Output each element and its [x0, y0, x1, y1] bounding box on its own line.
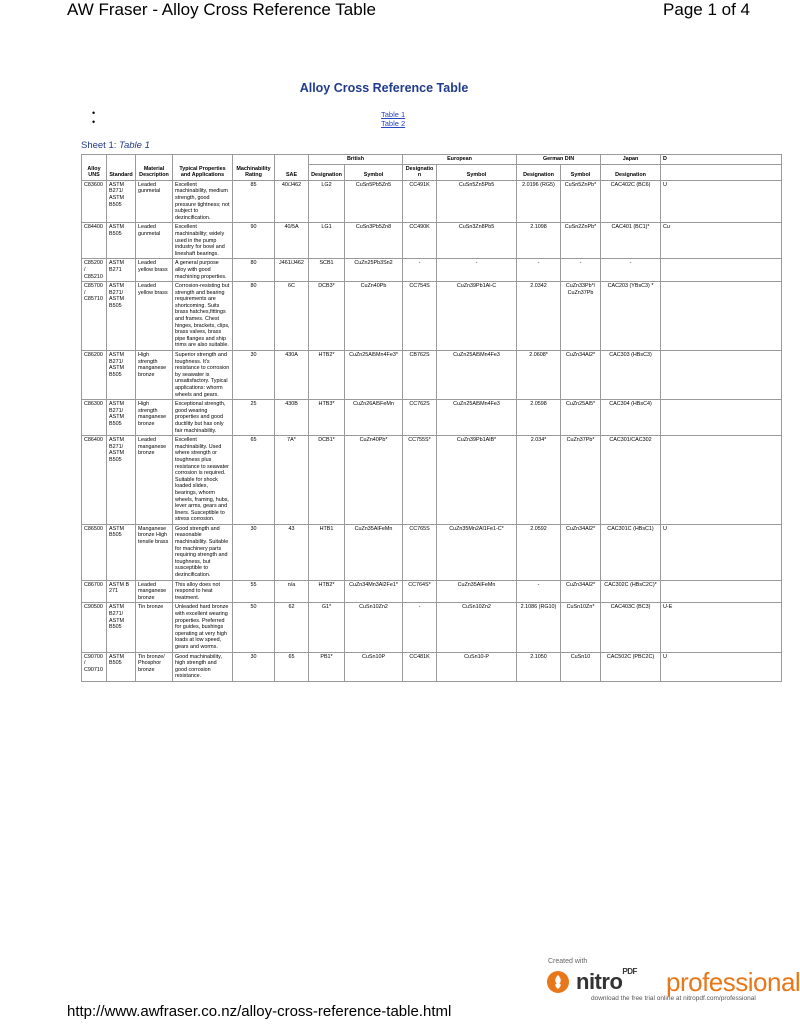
- cell-european-symbol: CuZn35AlFeMn: [437, 580, 517, 603]
- cell-material: Tin bronze/ Phosphor bronze: [136, 652, 173, 681]
- cell-japan-designation: -: [601, 259, 661, 282]
- cell-standard: ASTM B 271: [107, 580, 136, 603]
- cell-european-designation: CC762S: [403, 400, 437, 436]
- header-row-groups: [82, 155, 782, 165]
- cell-european-designation: CC754S: [403, 282, 437, 351]
- cell-machinability: 90: [233, 223, 275, 259]
- cell-european-designation: -: [403, 259, 437, 282]
- cell-extra: U: [661, 180, 782, 223]
- cell-sae: 6C: [275, 282, 309, 351]
- cell-german-designation: 2.1086 (RG10): [517, 603, 561, 652]
- cell-british-designation: HTB2*: [309, 580, 345, 603]
- cell-standard: ASTM B271/ ASTM B505: [107, 400, 136, 436]
- cell-european-symbol: CuZn39Pb1Al-C: [437, 282, 517, 351]
- cell-german-designation: 2.0592: [517, 524, 561, 580]
- col-sae: SAE: [275, 155, 309, 181]
- cell-typical: Corrosion-resisting but strength and bearing requirements are shortcoming. Suits brass hatches,fittings and frames. Chest hinges, brackets, clips, brass valves, brass pipe flanges and ship trims are also suitable.: [173, 282, 233, 351]
- cell-machinability: 30: [233, 524, 275, 580]
- cell-material: Leaded manganese bronze: [136, 580, 173, 603]
- cell-japan-designation: CAC502C (PBC2C): [601, 652, 661, 681]
- cell-sae: 40/J462: [275, 180, 309, 223]
- col-extra-designation: [661, 164, 782, 180]
- nitro-logo-icon: [546, 970, 570, 994]
- cell-british-symbol: CuZn35AlFeMn: [345, 524, 403, 580]
- cell-typical: Excellent machinability, medium strength, good pressure tightness; not subject to dezincification.: [173, 180, 233, 223]
- cell-german-designation: 2.0196 (RG5): [517, 180, 561, 223]
- cell-typical: Unleaded hard bronze with excellent wearing properties. Preferred for guides, bushings operating at very high loads at low speed, gears and worms.: [173, 603, 233, 652]
- sheet-prefix: Sheet 1:: [81, 140, 120, 151]
- cell-material: Manganese bronze High tensile brass: [136, 524, 173, 580]
- col-german-designation: Designation: [517, 164, 561, 180]
- cell-machinability: 80: [233, 259, 275, 282]
- col-standard: Standard: [107, 155, 136, 181]
- cell-british-symbol: CuZn25Pb3Sn2: [345, 259, 403, 282]
- cell-german-designation: -: [517, 580, 561, 603]
- cell-standard: ASTM B271/ ASTM B505: [107, 436, 136, 525]
- cell-standard: ASTM B271/ ASTM B505: [107, 282, 136, 351]
- cell-machinability: 50: [233, 603, 275, 652]
- cell-german-designation: 2.1098: [517, 223, 561, 259]
- cell-british-designation: PB1*: [309, 652, 345, 681]
- cell-british-symbol: CuSn10P: [345, 652, 403, 681]
- cell-british-symbol: CuZn40Pb: [345, 282, 403, 351]
- cell-sae: J461/J462: [275, 259, 309, 282]
- cell-european-designation: CC491K: [403, 180, 437, 223]
- nitro-created-with: Created with: [548, 958, 588, 965]
- cell-sae: 65: [275, 652, 309, 681]
- cell-material: Tin bronze: [136, 603, 173, 652]
- cell-uns: C86300: [82, 400, 107, 436]
- table-row: [82, 400, 782, 436]
- cell-sae: 430B: [275, 400, 309, 436]
- cell-german-symbol: CuZn34Al2*: [561, 580, 601, 603]
- cell-typical: Excellent machinability. Used where strength or toughness plus resistance to seawater corrosion is required. Suitable for shock loaded slides, bearings, whorm wheels, framing, hubs, lever arms, gears and liners. Susceptible to stress corrosion.: [173, 436, 233, 525]
- cell-typical: Good strength and reasonable machinability. Suitable for machinery parts requiring strength and toughness, but susceptible to dezincification.: [173, 524, 233, 580]
- cell-british-designation: HTB3*: [309, 400, 345, 436]
- cell-extra: U: [661, 524, 782, 580]
- cell-extra: [661, 436, 782, 525]
- cell-uns: C90700/ C90710: [82, 652, 107, 681]
- cell-japan-designation: CAC403C (BC3): [601, 603, 661, 652]
- cell-sae: 62: [275, 603, 309, 652]
- group-japan: Japan: [601, 155, 661, 165]
- cell-european-designation: CC755S*: [403, 436, 437, 525]
- page-number: Page 1 of 4: [663, 0, 750, 19]
- cell-material: Leaded yellow brass: [136, 282, 173, 351]
- table-row: [82, 282, 782, 351]
- cell-british-symbol: CuSn3Pb5Zn8: [345, 223, 403, 259]
- link-table-1[interactable]: Table 1: [381, 110, 406, 119]
- cell-german-designation: 2.0342: [517, 282, 561, 351]
- cell-uns: C90500: [82, 603, 107, 652]
- cell-european-symbol: CuZn25Al5Mn4Fe3: [437, 351, 517, 400]
- alloy-cross-reference-table: [81, 154, 782, 682]
- cell-extra: [661, 259, 782, 282]
- cell-german-symbol: CuSn2ZnPb*: [561, 223, 601, 259]
- cell-uns: C85700/ C85710: [82, 282, 107, 351]
- cell-european-symbol: CuSn10-P: [437, 652, 517, 681]
- nitro-brand: [576, 969, 637, 995]
- cell-japan-designation: CAC301C (HBsC1): [601, 524, 661, 580]
- cell-material: Leaded gunmetal: [136, 223, 173, 259]
- cell-japan-designation: CAC402C (BC6): [601, 180, 661, 223]
- cell-material: High strength manganese bronze: [136, 351, 173, 400]
- cell-typical: Excellent machinability; widely used in the pump industry for bowl and lineshaft bearings.: [173, 223, 233, 259]
- print-header-title: AW Fraser - Alloy Cross Reference Table: [67, 0, 376, 19]
- cell-standard: ASTM B505: [107, 524, 136, 580]
- cell-british-designation: DCB1*: [309, 436, 345, 525]
- cell-european-symbol: CuZn39Pb1AlB*: [437, 436, 517, 525]
- cell-european-designation: CC481K: [403, 652, 437, 681]
- col-european-symbol: Symbol: [437, 164, 517, 180]
- cell-japan-designation: CAC302C (HBsC2C)*: [601, 580, 661, 603]
- cell-european-designation: CC764S*: [403, 580, 437, 603]
- cell-material: Leaded yellow brass: [136, 259, 173, 282]
- nitro-download-note: download the free trial online at nitropdf.com/professional: [591, 995, 756, 1002]
- cell-british-designation: HTB2*: [309, 351, 345, 400]
- cell-german-designation: -: [517, 259, 561, 282]
- col-british-designation: Designation: [309, 164, 345, 180]
- nitro-watermark: [546, 958, 800, 1008]
- cell-uns: C86400: [82, 436, 107, 525]
- cell-british-symbol: CuZn40Pb*: [345, 436, 403, 525]
- cell-material: Leaded manganese bronze: [136, 436, 173, 525]
- cell-german-symbol: CuZn25Al5*: [561, 400, 601, 436]
- cell-standard: ASTM B505: [107, 652, 136, 681]
- cell-british-designation: SCB1: [309, 259, 345, 282]
- col-european-designation: Designation: [403, 164, 437, 180]
- cell-extra: [661, 400, 782, 436]
- cell-german-symbol: CuSn10: [561, 652, 601, 681]
- cell-european-symbol: CuSn5Zn5Pb5: [437, 180, 517, 223]
- cell-machinability: 65: [233, 436, 275, 525]
- cell-extra: [661, 282, 782, 351]
- cell-sae: 430A: [275, 351, 309, 400]
- table-row: [82, 351, 782, 400]
- cell-machinability: 80: [233, 282, 275, 351]
- cell-european-symbol: -: [437, 259, 517, 282]
- cell-machinability: 25: [233, 400, 275, 436]
- cell-standard: ASTM B271/ ASTM B505: [107, 351, 136, 400]
- cell-british-designation: G1*: [309, 603, 345, 652]
- col-machinability: Machinability Rating: [233, 155, 275, 181]
- cell-uns: C86200: [82, 351, 107, 400]
- cell-typical: This alloy does not respond to heat treatment.: [173, 580, 233, 603]
- cell-european-designation: CB762S: [403, 351, 437, 400]
- bullet: •: [92, 108, 96, 118]
- cell-material: High strength manganese bronze: [136, 400, 173, 436]
- group-german: German DIN: [517, 155, 601, 165]
- cell-german-symbol: CuZn34Al2*: [561, 524, 601, 580]
- nitro-brand-name: nitro: [576, 969, 623, 994]
- cell-japan-designation: CAC304 (HBsC4): [601, 400, 661, 436]
- cell-german-designation: 2.0608*: [517, 351, 561, 400]
- cell-uns: C85200/ C85210: [82, 259, 107, 282]
- cell-uns: C86500: [82, 524, 107, 580]
- cell-machinability: 55: [233, 580, 275, 603]
- cell-british-designation: LG1: [309, 223, 345, 259]
- cell-german-designation: 2.034*: [517, 436, 561, 525]
- cell-extra: [661, 351, 782, 400]
- cell-standard: ASTM B505: [107, 223, 136, 259]
- cell-typical: Exceptional strength, good wearing properties and good ductility but has only fair machinability.: [173, 400, 233, 436]
- cell-material: Leaded gunmetal: [136, 180, 173, 223]
- cell-german-symbol: CuZn33Pb*/ CuZn37Pb: [561, 282, 601, 351]
- group-british: British: [309, 155, 403, 165]
- cell-japan-designation: CAC203 (YBsC3) *: [601, 282, 661, 351]
- cell-european-symbol: CuZn35Mn2Al1Fe1-C*: [437, 524, 517, 580]
- link-table-2[interactable]: Table 2: [381, 119, 406, 128]
- table-row: [82, 223, 782, 259]
- cell-typical: Good machinability, high strength and good corrosion resistance.: [173, 652, 233, 681]
- cell-british-designation: LG2: [309, 180, 345, 223]
- nitro-product: professional: [666, 967, 800, 997]
- cell-german-designation: 2.1050: [517, 652, 561, 681]
- cell-typical: A general purpose alloy with good machining properties.: [173, 259, 233, 282]
- cell-uns: C86700: [82, 580, 107, 603]
- table-row: [82, 259, 782, 282]
- print-footer-url: http://www.awfraser.co.nz/alloy-cross-reference-table.html: [67, 1003, 452, 1020]
- col-german-symbol: Symbol: [561, 164, 601, 180]
- cell-extra: U-E: [661, 603, 782, 652]
- cell-european-designation: -: [403, 603, 437, 652]
- table-row: [82, 524, 782, 580]
- col-british-symbol: Symbol: [345, 164, 403, 180]
- cell-british-symbol: CuSn5Pb5Zn5: [345, 180, 403, 223]
- cell-european-designation: CC490K: [403, 223, 437, 259]
- table-row: [82, 603, 782, 652]
- cell-european-symbol: CuZn25Al5Mn4Fe3: [437, 400, 517, 436]
- cell-german-symbol: CuSn10Zn*: [561, 603, 601, 652]
- cell-japan-designation: CAC401 (BC1)*: [601, 223, 661, 259]
- bullet: •: [92, 117, 96, 127]
- cell-machinability: 85: [233, 180, 275, 223]
- cell-british-symbol: CuZn34Mn3Al2Fe1*: [345, 580, 403, 603]
- cell-machinability: 30: [233, 351, 275, 400]
- cell-japan-designation: CAC303 (HBsC3): [601, 351, 661, 400]
- table-row: [82, 652, 782, 681]
- col-material: Material Description: [136, 155, 173, 181]
- cell-german-designation: 2.0598: [517, 400, 561, 436]
- cell-machinability: 30: [233, 652, 275, 681]
- table-body: [82, 180, 782, 681]
- cell-japan-designation: CAC301/CAC302: [601, 436, 661, 525]
- cell-german-symbol: CuZn37Pb*: [561, 436, 601, 525]
- cell-uns: C83600: [82, 180, 107, 223]
- cell-german-symbol: -: [561, 259, 601, 282]
- cell-standard: ASTM B271/ ASTM B505: [107, 603, 136, 652]
- cell-european-symbol: CuSn3Zn8Pb5: [437, 223, 517, 259]
- cell-extra: [661, 580, 782, 603]
- table-row: [82, 436, 782, 525]
- cell-uns: C84400: [82, 223, 107, 259]
- cell-european-designation: CC765S: [403, 524, 437, 580]
- cell-british-symbol: CuZn26Al5FeMn: [345, 400, 403, 436]
- cell-sae: 40/5A: [275, 223, 309, 259]
- cell-british-symbol: CuZn25Al5Mn4Fe3*: [345, 351, 403, 400]
- cell-german-symbol: CuSn5ZnPb*: [561, 180, 601, 223]
- cell-british-symbol: CuSn10Zn2: [345, 603, 403, 652]
- cell-british-designation: DCB3*: [309, 282, 345, 351]
- col-uns: Alloy UNS: [82, 155, 107, 181]
- col-typical: Typical Properties and Applications: [173, 155, 233, 181]
- cell-sae: 7A*: [275, 436, 309, 525]
- cell-sae: 43: [275, 524, 309, 580]
- cell-british-designation: HTB1: [309, 524, 345, 580]
- table-row: [82, 180, 782, 223]
- cell-sae: n/a: [275, 580, 309, 603]
- cell-standard: ASTM B271: [107, 259, 136, 282]
- group-european: European: [403, 155, 517, 165]
- table-row: [82, 580, 782, 603]
- group-extra: D: [661, 155, 782, 165]
- nitro-pdf-sup: PDF: [622, 967, 637, 976]
- cell-typical: Superior strength and toughness. It's resistance to corrosion by seawater is unsatisfactory. Typical applications: whorm wheels and gears.: [173, 351, 233, 400]
- page-title: Alloy Cross Reference Table: [299, 81, 469, 95]
- cell-extra: U: [661, 652, 782, 681]
- col-japan-designation: Designation: [601, 164, 661, 180]
- cell-standard: ASTM B271/ ASTM B505: [107, 180, 136, 223]
- cell-german-symbol: CuZn34Al2*: [561, 351, 601, 400]
- cell-european-symbol: CuSn10Zn2: [437, 603, 517, 652]
- sheet-name: Table 1: [119, 140, 150, 151]
- cell-extra: Cu: [661, 223, 782, 259]
